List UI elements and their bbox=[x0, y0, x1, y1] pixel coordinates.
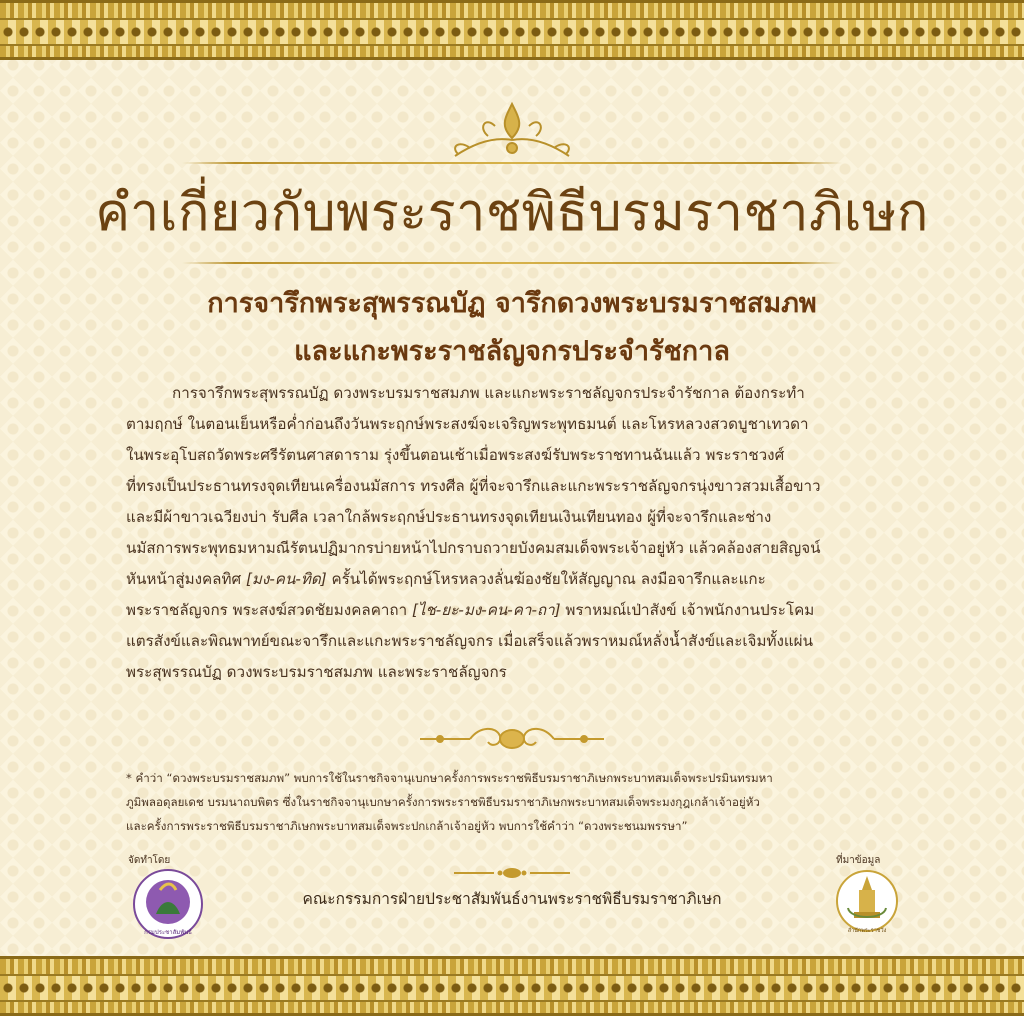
body-line: แตรสังข์และพิณพาทย์ขณะจารึกและแกะพระราชลัญจกร เมื่อเสร็จแล้วพราหมณ์หลั่งน้ำสังข์และเจิมทั้งแผ่น bbox=[126, 632, 813, 650]
body-line: ตามฤกษ์ ในตอนเย็นหรือค่ำก่อนถึงวันพระฤกษ์พระสงฆ์จะเจริญพระพุทธมนต์ และโหรหลวงสวดบูชาเทวดา bbox=[126, 415, 809, 433]
body-line: การจารึกพระสุพรรณบัฏ ดวงพระบรมราชสมภพ และแกะพระราชลัญจกรประจำรัชกาล ต้องกระทำ bbox=[172, 384, 805, 402]
top-border-pattern bbox=[0, 18, 1024, 46]
body-line bbox=[126, 564, 906, 595]
small-divider-icon bbox=[450, 866, 574, 880]
page-title: คำเกี่ยวกับพระราชพิธีบรมราชาภิเษก bbox=[95, 183, 929, 243]
footnote-line: ภูมิพลอดุลยเดช บรมนาถบพิตร ซึ่งในราชกิจจานุเบกษาครั้งการพระราชพิธีบรมราชาภิเษกพระบาทสมเด็จพระมงกุฎเกล้าเจ้าอยู่หัว bbox=[126, 795, 760, 809]
body-text-segment: พระราชลัญจกร พระสงฆ์สวดชัยมงคลคาถา bbox=[126, 601, 412, 619]
bottom-border-pattern bbox=[0, 974, 1024, 1002]
body-line: ที่ทรงเป็นประธานทรงจุดเทียนเครื่องนมัสการ ทรงศีล ผู้ที่จะจารึกและแกะพระราชลัญจกรนุ่งขาวสวมเสื้อขาว bbox=[126, 477, 821, 495]
footnote-line: * คำว่า “ดวงพระบรมราชสมภพ” พบการใช้ในราชกิจจานุเบกษาครั้งการพระราชพิธีบรมราชาภิเษกพระบาทสมเด็จพระปรมินทรมหา bbox=[126, 771, 773, 785]
organizer-label: จัดทำโดย bbox=[128, 855, 171, 866]
source-label: ที่มาข้อมูล bbox=[836, 855, 881, 866]
scroll-divider-icon bbox=[410, 722, 614, 756]
logo-right-caption: สำนักพระราชวัง bbox=[847, 928, 887, 934]
top-border-band bbox=[0, 0, 1024, 60]
body-text-segment: ครั้นได้พระฤกษ์โหรหลวงลั่นฆ้องชัยให้สัญญาณ ลงมือจารึกและแกะ bbox=[326, 570, 766, 588]
bottom-border-band bbox=[0, 956, 1024, 1016]
pronunciation-note: [มง-คน-ทิด] bbox=[245, 570, 327, 588]
body-paragraph bbox=[126, 378, 906, 688]
body-line bbox=[126, 595, 906, 626]
body-text-segment: หันหน้าสู่มงคลทิศ bbox=[126, 570, 246, 588]
pronunciation-note: [ไช-ยะ-มง-คน-คา-ถา] bbox=[411, 601, 561, 619]
body-line: พระสุพรรณบัฏ ดวงพระบรมราชสมภพ และพระราชลัญจกร bbox=[126, 663, 507, 681]
subtitle-line-2: และแกะพระราชลัญจกรประจำรัชกาล bbox=[294, 336, 730, 367]
logo-left-caption: กรมประชาสัมพันธ์ bbox=[144, 929, 192, 936]
crown-ornament-icon bbox=[0, 96, 1024, 166]
footnote-line: และครั้งการพระราชพิธีบรมราชาภิเษกพระบาทสมเด็จพระปกเกล้าเจ้าอยู่หัว พบการใช้คำว่า “ดวงพระชนมพรรษา” bbox=[126, 819, 688, 833]
title-bottom-rule bbox=[182, 262, 842, 264]
body-text-segment: พราหมณ์เป่าสังข์ เจ้าพนักงานประโคม bbox=[560, 601, 815, 619]
title-top-rule bbox=[182, 162, 842, 164]
body-line: นมัสการพระพุทธมหามณีรัตนปฏิมากรบ่ายหน้าไปกราบถวายบังคมสมเด็จพระเจ้าอยู่หัว แล้วคล้องสายสิญจน์ bbox=[126, 539, 821, 557]
subtitle-line-1: การจารึกพระสุพรรณบัฏ จารึกดวงพระบรมราชสมภพ bbox=[207, 288, 817, 319]
body-line: และมีผ้าขาวเฉวียงบ่า รับศีล เวลาใกล้พระฤกษ์ประธานทรงจุดเทียนเงินเทียนทอง ผู้ที่จะจารึกและช่าง bbox=[126, 508, 772, 526]
bureau-royal-household-logo bbox=[834, 868, 900, 938]
committee-name: คณะกรรมการฝ่ายประชาสัมพันธ์งานพระราชพิธีบรมราชาภิเษก bbox=[302, 890, 722, 908]
footnote bbox=[126, 766, 906, 838]
body-line: ในพระอุโบสถวัดพระศรีรัตนศาสดาราม รุ่งขึ้นตอนเช้าเมื่อพระสงฆ์รับพระราชทานฉันแล้ว พระราชวงศ์ bbox=[126, 446, 785, 464]
